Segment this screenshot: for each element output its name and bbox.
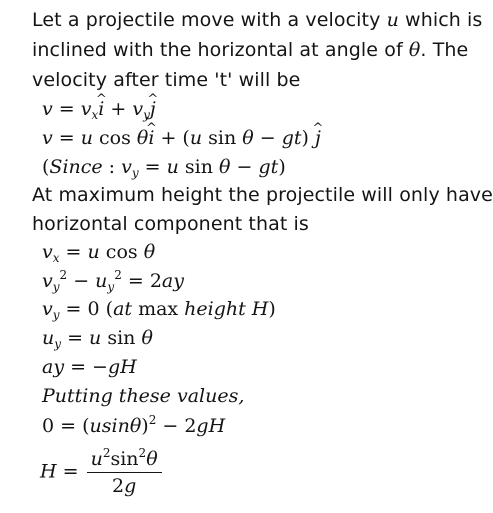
equation-velocity-vector [42, 97, 156, 121]
eq-subscript: y [52, 280, 60, 294]
eq-op: = 2 [121, 270, 162, 292]
eq-word: Since [49, 156, 103, 178]
eq-op: − [253, 127, 282, 149]
symbol-theta: θ [408, 39, 421, 61]
eq-subscript: y [143, 108, 150, 122]
eq-func: max [132, 298, 185, 320]
eq-func: sin [101, 327, 142, 349]
eq-subscript: y [107, 280, 115, 294]
eq-op: = [52, 98, 81, 120]
eq-power: 2 [148, 413, 157, 427]
eq-term: v [42, 298, 53, 320]
eq-power: 2 [59, 268, 68, 282]
eq-term: gt [258, 156, 279, 178]
eq-term: gH [107, 356, 137, 378]
eq-op: ( [42, 156, 50, 178]
eq-word: height H [184, 298, 269, 320]
eq-term: u [189, 127, 203, 149]
eq-subscript: x [52, 251, 60, 265]
intro-text: Let a projectile move with a velocity [32, 9, 387, 31]
equation-since-note [42, 155, 286, 179]
fraction [87, 448, 162, 497]
putting-values-line [42, 384, 244, 408]
eq-subscript: y [54, 337, 62, 351]
eq-term: ay [161, 270, 184, 292]
eq-term: u [90, 448, 103, 470]
eq-term: θ [143, 241, 156, 263]
eq-term: 0 [42, 415, 55, 437]
eq-term: v [42, 98, 53, 120]
eq-func: sin [178, 156, 220, 178]
eq-term: u [89, 327, 102, 349]
eq-term: usinθ [89, 415, 142, 437]
equation-vy-zero [42, 297, 276, 321]
eq-term: gH [196, 415, 226, 437]
eq-term: u [166, 156, 179, 178]
eq-term: u [80, 127, 93, 149]
eq-term: v [121, 156, 132, 178]
intro-line-2 [32, 38, 468, 62]
fraction-denominator [87, 473, 162, 497]
intro-text: which is [398, 9, 483, 31]
intro-line-3: velocity after time 't' will be [32, 69, 301, 91]
eq-func: cos [99, 241, 144, 263]
eq-word: Putting these values, [42, 385, 245, 407]
fraction-numerator [87, 448, 162, 473]
eq-term: θ [219, 156, 231, 178]
intro-line-1 [32, 8, 482, 32]
eq-op: + ( [154, 127, 190, 149]
eq-term: θ [242, 127, 254, 149]
intro-text: inclined with the horizontal at angle of [32, 39, 409, 61]
eq-subscript: y [52, 308, 60, 322]
equation-max-height-result [40, 448, 164, 497]
eq-op: : [102, 156, 122, 178]
middle-line-2: horizontal component that is [32, 213, 309, 235]
unit-vector-i: i ^ [148, 126, 154, 150]
eq-power: 2 [102, 446, 111, 460]
eq-func: cos [92, 127, 137, 149]
eq-op: ) [141, 415, 149, 437]
equation-uy [42, 326, 153, 350]
eq-op: = − [64, 356, 108, 378]
equation-ay [42, 355, 137, 379]
eq-term: v [42, 127, 53, 149]
eq-op: ) [301, 127, 315, 149]
eq-power: 2 [114, 268, 122, 282]
eq-term: v [42, 241, 53, 263]
eq-op: = [59, 241, 88, 263]
eq-func: sin [202, 127, 243, 149]
eq-term: v [42, 270, 53, 292]
equation-substitution [42, 414, 225, 438]
eq-term: u [95, 270, 108, 292]
eq-term: 2 [111, 475, 125, 497]
middle-line-1: At maximum height the projectile will only have [32, 184, 493, 206]
equation-velocity-components [42, 126, 321, 150]
equation-vx [42, 240, 155, 264]
symbol-u: u [386, 9, 399, 31]
eq-term: v [132, 98, 144, 120]
eq-term: θ [146, 448, 158, 470]
eq-term: θ [141, 327, 153, 349]
eq-op: + [104, 98, 133, 120]
eq-op: = ( [54, 415, 90, 437]
unit-vector-j: j ^ [150, 97, 156, 121]
eq-power: 2 [138, 446, 147, 460]
equation-kinematic [42, 269, 184, 293]
eq-term: v [80, 98, 92, 120]
eq-word: at [113, 298, 133, 320]
eq-func: sin [110, 448, 139, 470]
intro-text: . The [420, 39, 469, 61]
eq-term: H [40, 460, 57, 483]
eq-op: = [52, 127, 81, 149]
unit-vector-i: i ^ [98, 97, 104, 121]
eq-term: ay [42, 356, 65, 378]
eq-term: u [87, 241, 100, 263]
eq-op: = [138, 156, 167, 178]
eq-op: − 2 [156, 415, 197, 437]
eq-term: gt [281, 127, 302, 149]
eq-op: = 0 ( [59, 298, 114, 320]
eq-subscript: y [131, 166, 139, 180]
eq-op: − [67, 270, 96, 292]
eq-subscript: x [91, 108, 99, 122]
eq-term: u [42, 327, 55, 349]
eq-term: θ [136, 127, 149, 149]
eq-op: − [230, 156, 259, 178]
unit-vector-j: j ^ [315, 126, 321, 150]
eq-op: ) [278, 156, 286, 178]
eq-op: = [61, 327, 90, 349]
eq-op: = [56, 460, 85, 483]
eq-term: g [124, 475, 137, 497]
eq-op: ) [268, 298, 276, 320]
